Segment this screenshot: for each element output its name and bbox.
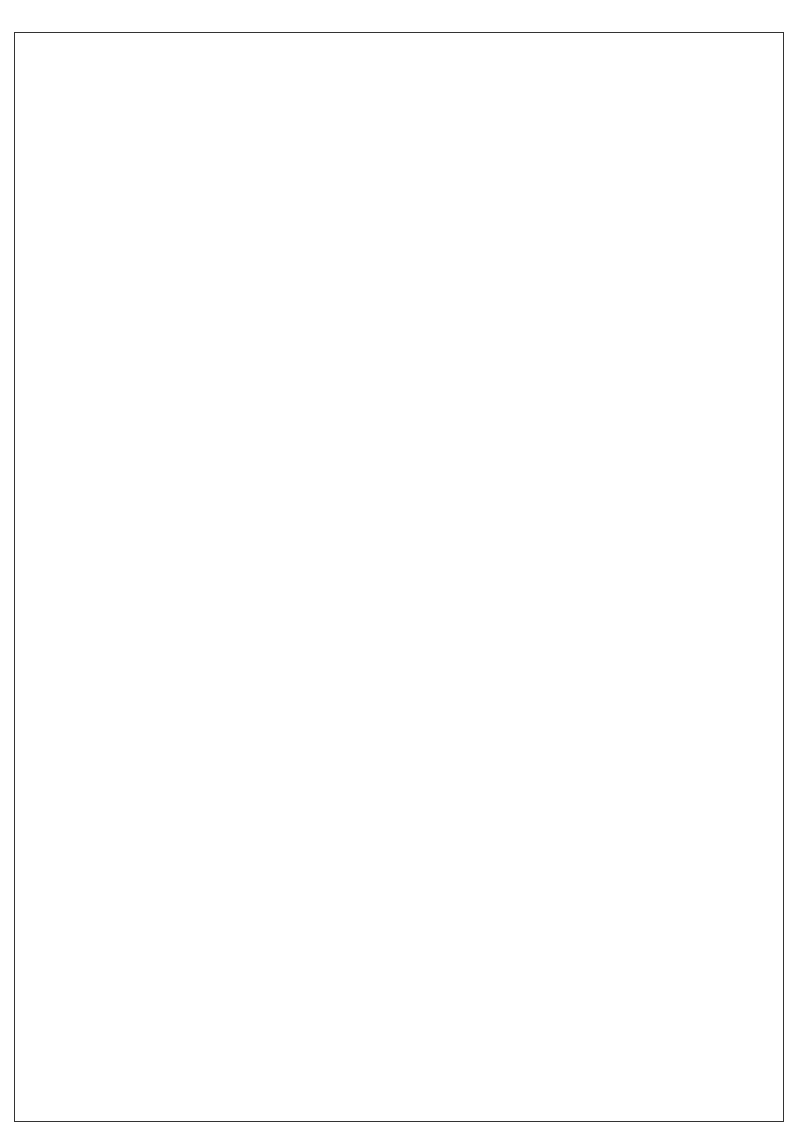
history-table [14, 32, 784, 1122]
